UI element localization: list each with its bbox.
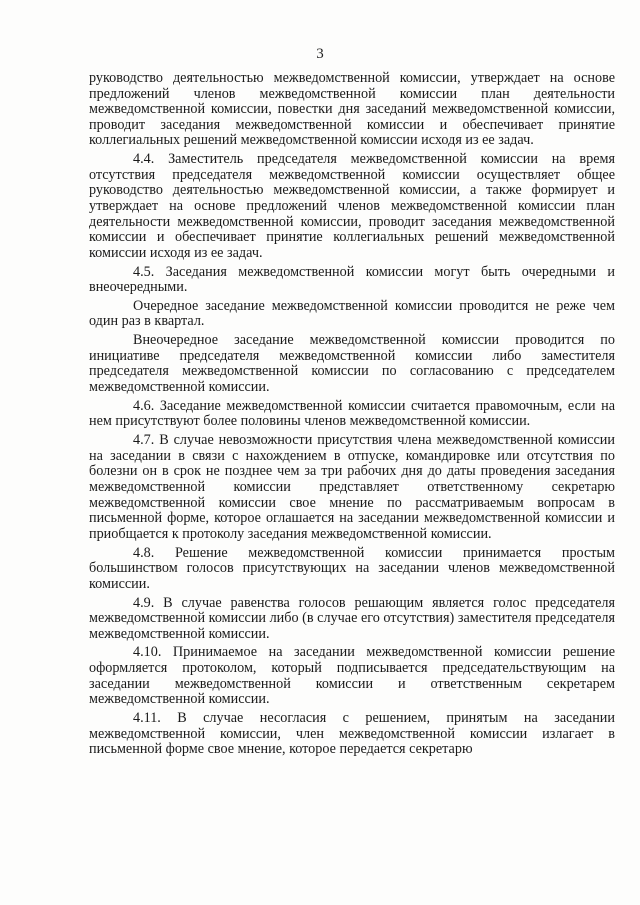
paragraph-4-11: 4.11. В случае несогласия с решением, принятым на заседании межведомственной комиссии, член межведомственной комиссии излагает в письменной форме свое мнение, которое передается секретарю: [89, 710, 615, 758]
paragraph-extraordinary-meeting: Внеочередное заседание межведомственной комиссии проводится по инициативе председателя межведомственной комиссии либо заместителя председателя межведомственной комиссии по согласованию с председателем межведомственной комиссии.: [89, 332, 615, 396]
paragraph-4-6: 4.6. Заседание межведомственной комиссии считается правомочным, если на нем присутствуют более половины членов межведомственной комиссии.: [89, 397, 615, 430]
paragraph-4-7: 4.7. В случае невозможности присутствия члена межведомственной комиссии на заседании в связи с нахождением в отпуске, командировке или отсутствия по болезни он в срок не позднее чем за три рабочих дня до даты проведения заседания межведомственной комиссии представляет ответственному секретарю межведомственной комиссии свое мнение по рассматриваемым вопросам в письменной форме, которое оглашается на заседании межведомственной комиссии и приобщается к протоколу заседания межведомственной комиссии.: [89, 432, 615, 542]
paragraph-intro: руководство деятельностью межведомственной комиссии, утверждает на основе предложений членов межведомственной комиссии план деятельности межведомственной комиссии, повестки дня заседаний межведомственной комиссии, проводит заседания межведомственной комиссии и обеспечивает принятие коллегиальных решений межведомственной комиссии исходя из ее задач.: [89, 70, 615, 149]
document-body: [89, 71, 615, 761]
paragraph-4-9: 4.9. В случае равенства голосов решающим является голос председателя межведомственной комиссии либо (в случае его отсутствия) заместителя председателя межведомственной комиссии.: [89, 594, 615, 642]
paragraph-4-10: 4.10. Принимаемое на заседании межведомственной комиссии решение оформляется протоколом, который подписывается председательствующим на заседании межведомственной комиссии и ответственным секретарем межведомственной комиссии.: [89, 644, 615, 708]
page-number: 3: [316, 46, 324, 62]
paragraph-4-4: 4.4. Заместитель председателя межведомственной комиссии на время отсутствия председателя межведомственной комиссии осуществляет общее руководство деятельностью межведомственной комиссии, а также формирует и утверждает на основе предложений членов межведомственной комиссии план деятельности межведомственной комиссии, проводит заседания межведомственной комиссии и обеспечивает принятие коллегиальных решений межведомственной комиссии исходя из ее задач.: [89, 151, 615, 261]
paragraph-4-8: 4.8. Решение межведомственной комиссии принимается простым большинством голосов присутствующих на заседании членов межведомственной комиссии.: [89, 544, 615, 592]
paragraph-regular-meeting: Очередное заседание межведомственной комиссии проводится не реже чем один раз в квартал.: [89, 297, 615, 330]
paragraph-4-5: 4.5. Заседания межведомственной комиссии могут быть очередными и внеочередными.: [89, 263, 615, 296]
